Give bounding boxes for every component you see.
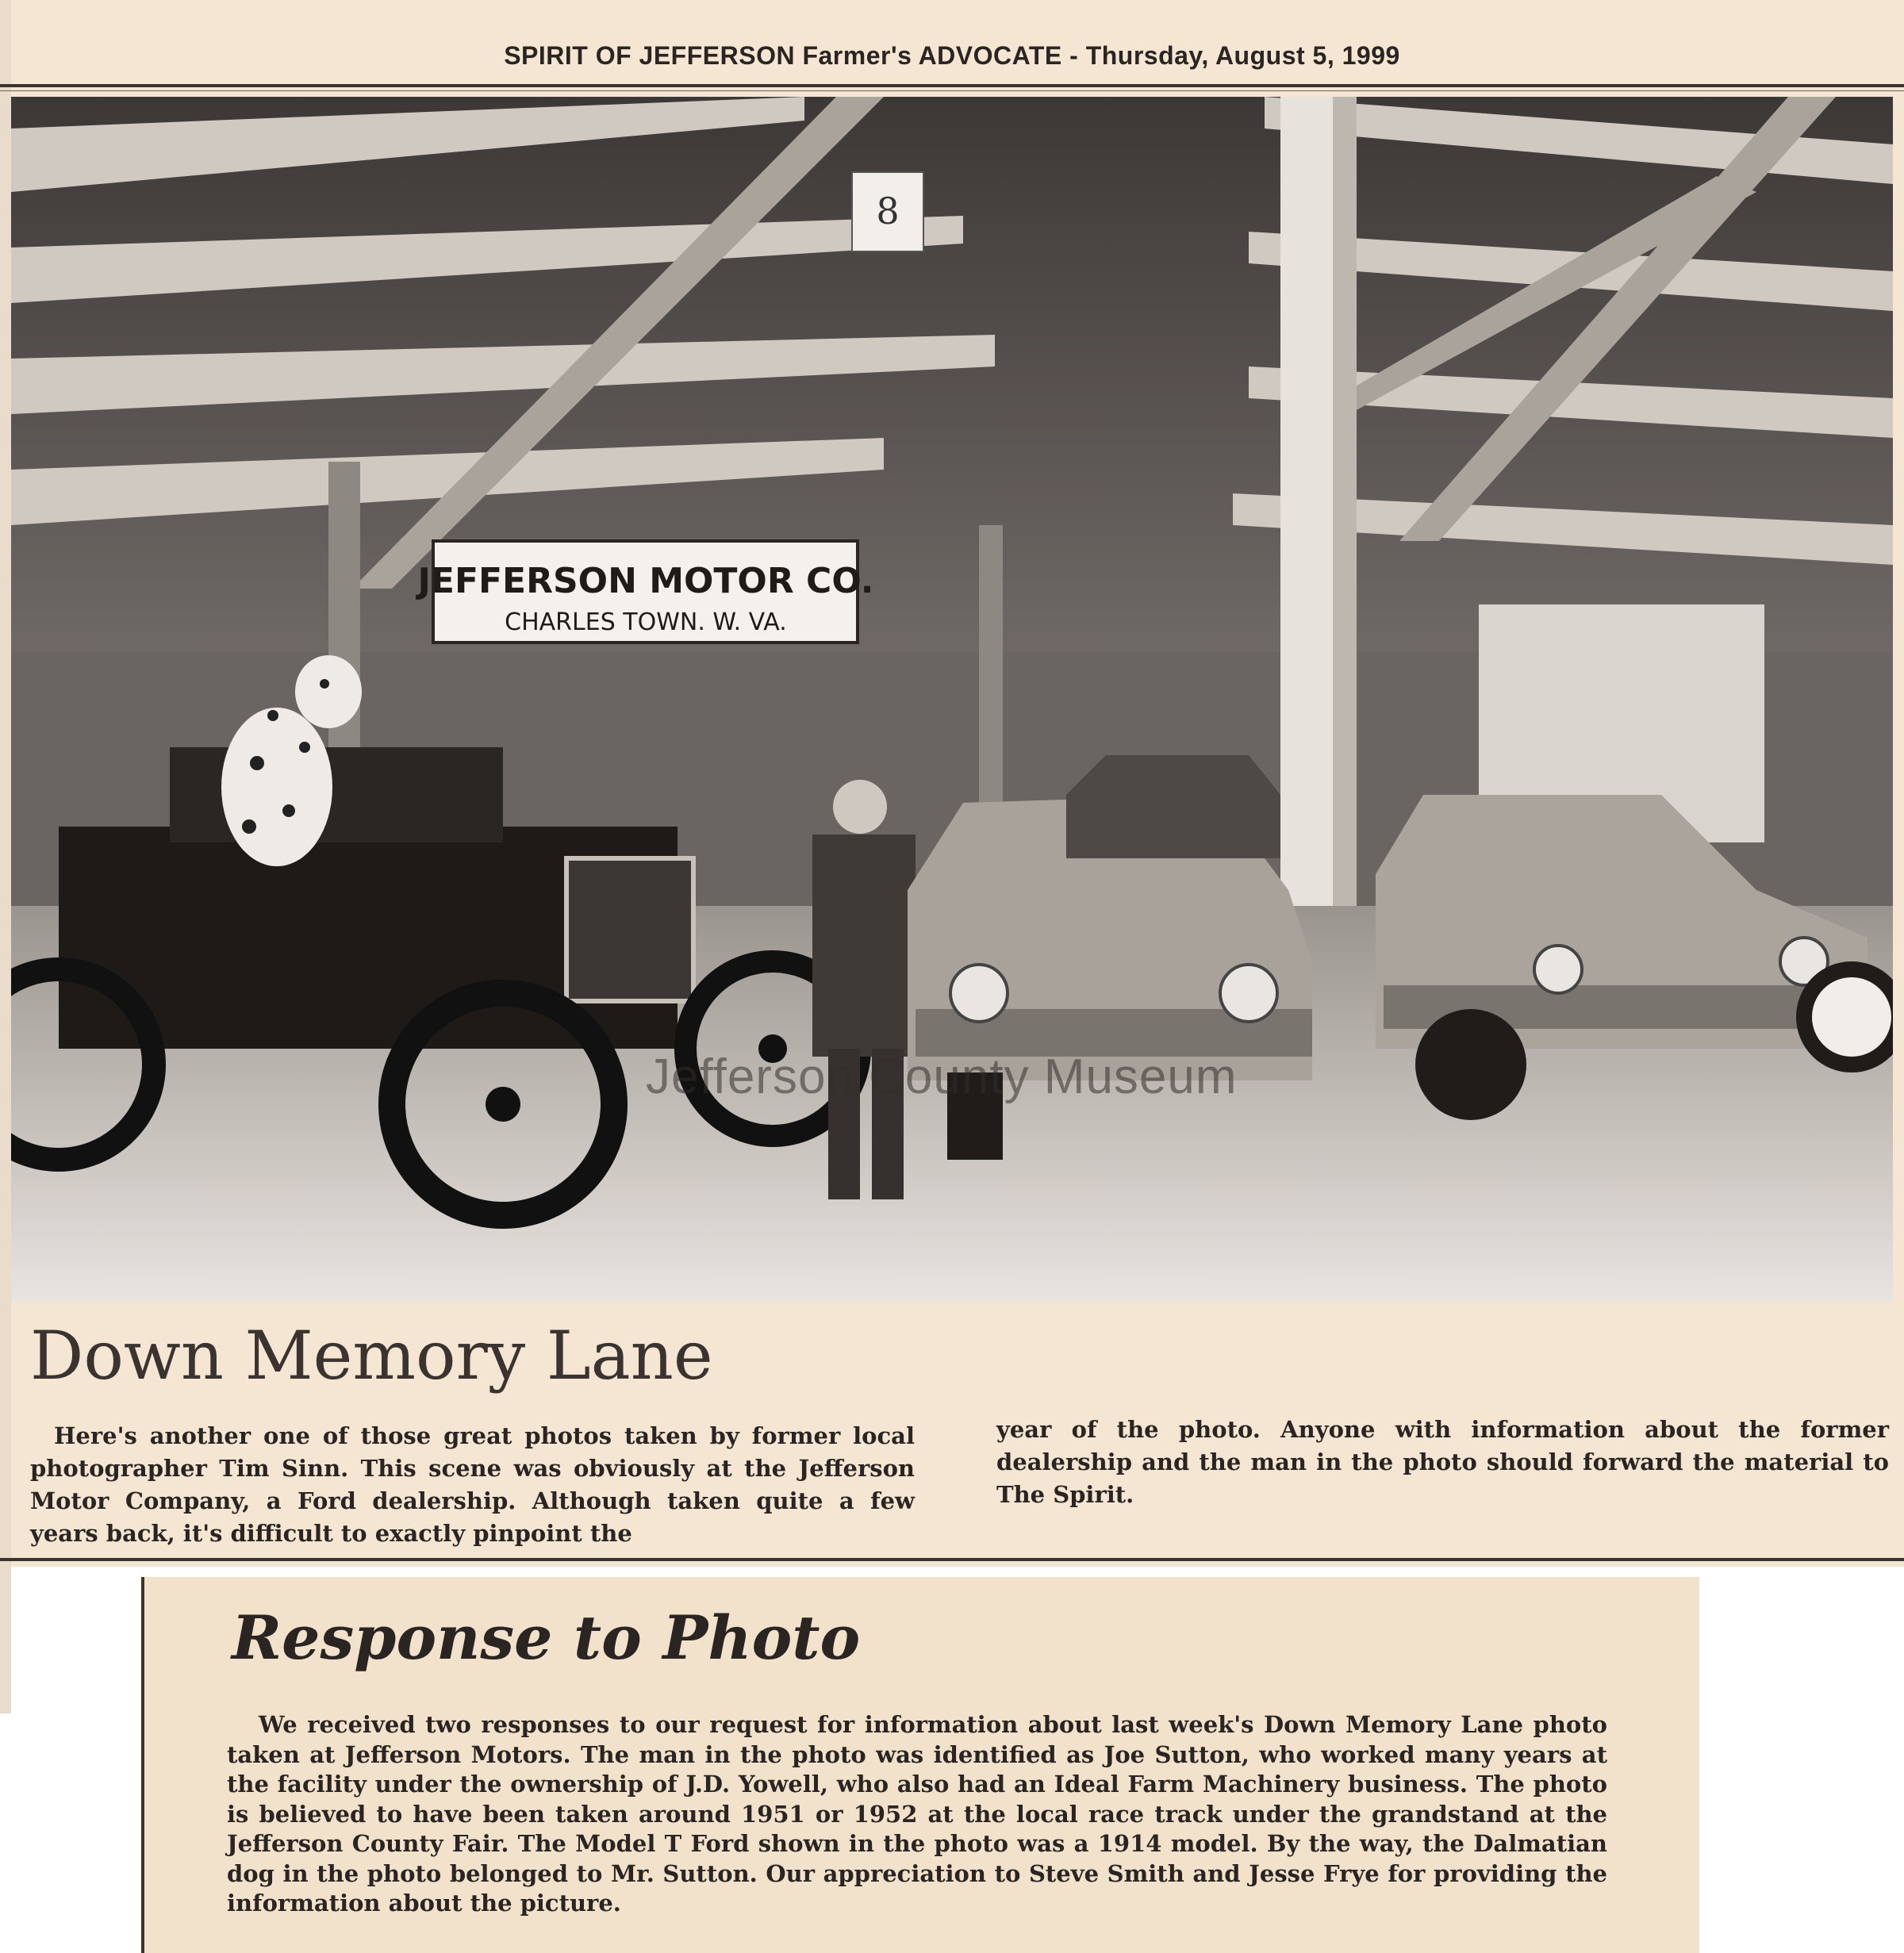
dealership-photo	[11, 97, 1893, 1303]
page-edge	[0, 0, 11, 1713]
masthead-rule	[0, 84, 1904, 87]
post-number: 8	[876, 190, 900, 232]
section-rule	[0, 1558, 1904, 1561]
car-back	[1066, 755, 1280, 858]
response-clipping	[141, 1577, 1699, 1953]
masthead-rule-thin	[0, 90, 1904, 91]
dealer-sign-line1: JEFFERSON MOTOR CO.	[417, 561, 874, 601]
article-column-2: year of the photo. Anyone with information about the former dealership and the man in the photo should forward the material to The Spirit.	[996, 1416, 1889, 1508]
masthead: SPIRIT OF JEFFERSON Farmer's ADVOCATE - Thursday, August 5, 1999	[504, 41, 1400, 70]
response-body: We received two responses to our request for information about last week's Down Memory Lane photo taken at Jefferson Motors. The man in the photo was identified as Joe Sutton, who worked many years at the facility under the ownership of J.D. Yowell, who also had an Ideal Farm Machinery business. The photo is believed to have been taken around 1951 or 1952 at the local race track under the grandstand at the Jefferson County Fair. The Model T Ford shown in the photo was a 1914 model. By the way, the Dalmatian dog in the photo belonged to Mr. Sutton. Our appreciation to Steve Smith and Jesse Frye for providing the information about the picture.	[227, 1711, 1607, 1917]
photo-illustration	[11, 97, 1893, 1303]
museum-watermark: Jefferson County Museum	[646, 1049, 1238, 1104]
article-body	[30, 1416, 1891, 1555]
article-title: Down Memory Lane	[30, 1317, 713, 1395]
dealer-sign-line2: CHARLES TOWN. W. VA.	[505, 608, 787, 636]
response-title: Response to Photo	[232, 1602, 861, 1673]
article-column-1: Here's another one of those great photos taken by former local photographer Tim Sinn. This scene was obviously at the Jefferson Motor Company, a Ford dealership. Although taken quite a few years back, it's difficult to exactly pinpoint the	[30, 1422, 915, 1547]
